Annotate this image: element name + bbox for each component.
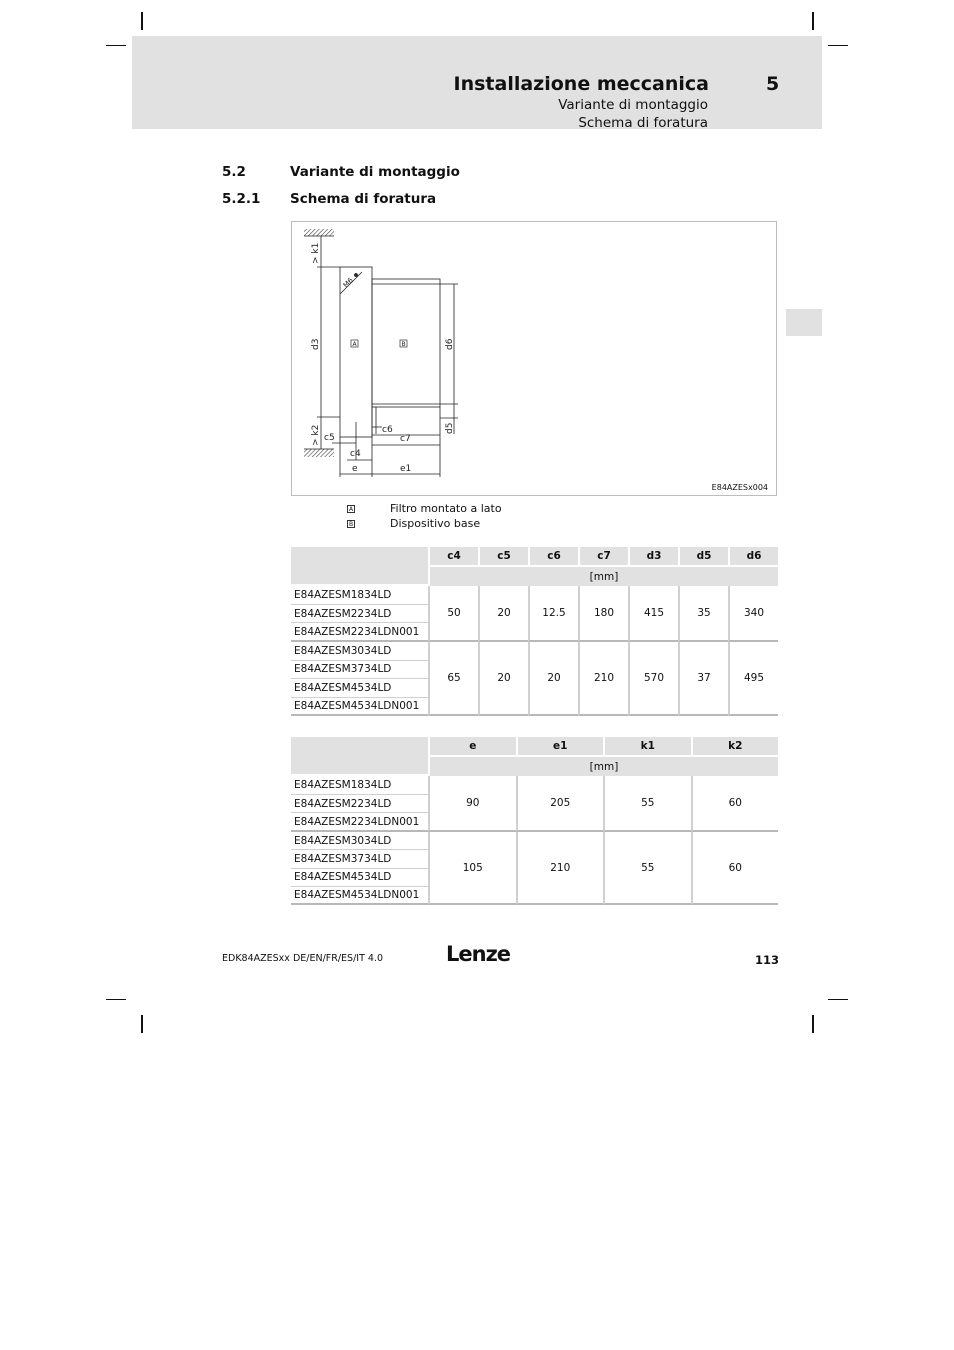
value-cell: 210 (578, 642, 628, 716)
value-cell: 180 (578, 586, 628, 642)
value-cell: 205 (516, 776, 604, 832)
crop-mark (141, 12, 143, 30)
k2-label: > k2 (311, 424, 321, 446)
column-header: d5 (678, 547, 728, 567)
c7-label: c7 (400, 434, 411, 444)
dimensions-table-e-k (291, 737, 778, 905)
unit-row: [mm] (428, 567, 778, 586)
model-cell: E84AZESM4534LD (291, 679, 428, 698)
crop-mark (812, 1015, 814, 1033)
legend-key: A (348, 506, 354, 513)
model-cell: E84AZESM4534LDN001 (291, 698, 428, 717)
drilling-diagram (291, 221, 777, 496)
column-header: e (428, 737, 516, 757)
lenze-logo: Lenze (446, 942, 511, 966)
device-rect (372, 279, 440, 407)
value-cell: 105 (428, 832, 516, 905)
floor-hatch (304, 449, 334, 457)
e1-label: e1 (400, 464, 412, 474)
dimensions-table-c-d (291, 547, 778, 716)
model-cell: E84AZESM3034LD (291, 642, 428, 661)
unit-row: [mm] (428, 757, 778, 776)
device-marker: B (401, 341, 406, 348)
filter-marker: A (352, 341, 357, 348)
column-header: k2 (691, 737, 779, 757)
value-cell: 65 (428, 642, 478, 716)
value-cell: 340 (728, 586, 778, 642)
model-cell: E84AZESM2234LD (291, 795, 428, 814)
value-cell: 55 (603, 776, 691, 832)
chapter-title: Installazione meccanica (453, 73, 709, 95)
model-cell: E84AZESM3034LD (291, 832, 428, 850)
c4-label: c4 (350, 449, 361, 459)
value-cell: 90 (428, 776, 516, 832)
crop-mark (106, 45, 126, 46)
d5-label: d5 (445, 422, 455, 434)
model-cell: E84AZESM4534LD (291, 869, 428, 887)
value-cell: 37 (678, 642, 728, 716)
section-title: Variante di montaggio (290, 164, 460, 180)
crop-mark (812, 12, 814, 30)
value-cell: 55 (603, 832, 691, 905)
model-cell: E84AZESM1834LD (291, 586, 428, 605)
model-cell: E84AZESM2234LDN001 (291, 623, 428, 642)
column-header: d3 (628, 547, 678, 567)
column-header: e1 (516, 737, 604, 757)
table-corner (291, 737, 428, 776)
m6-label: M6 (341, 276, 355, 290)
value-cell: 570 (628, 642, 678, 716)
column-header: c7 (578, 547, 628, 567)
k1-label: > k1 (311, 242, 321, 264)
column-header: c6 (528, 547, 578, 567)
column-header: d6 (728, 547, 778, 567)
value-cell: 35 (678, 586, 728, 642)
value-cell: 495 (728, 642, 778, 716)
header-subtitle: Variante di montaggio (558, 97, 708, 113)
filter-rect (340, 267, 372, 437)
c5-label: c5 (324, 433, 335, 443)
crop-mark (828, 45, 848, 46)
value-cell: 20 (528, 642, 578, 716)
column-header: k1 (603, 737, 691, 757)
model-cell: E84AZESM3734LD (291, 850, 428, 868)
d3-label: d3 (311, 338, 321, 350)
document-code: EDK84AZESxx DE/EN/FR/ES/IT 4.0 (222, 953, 383, 964)
chapter-number: 5 (766, 73, 780, 95)
c6-label: c6 (382, 425, 393, 435)
table-corner (291, 547, 428, 586)
section-number: 5.2 (222, 164, 246, 180)
section-title: Schema di foratura (290, 191, 437, 207)
legend-text: Filtro montato a lato (390, 502, 502, 515)
figure-code: E84AZESx004 (711, 483, 768, 492)
section-number: 5.2.1 (222, 191, 261, 207)
header-subtitle: Schema di foratura (578, 115, 708, 131)
value-cell: 20 (478, 586, 528, 642)
model-cell: E84AZESM1834LD (291, 776, 428, 795)
value-cell: 415 (628, 586, 678, 642)
model-cell: E84AZESM3734LD (291, 661, 428, 680)
column-header: c4 (428, 547, 478, 567)
value-cell: 20 (478, 642, 528, 716)
page-number: 113 (755, 953, 780, 967)
legend-text: Dispositivo base (390, 517, 481, 530)
ceiling-hatch (304, 229, 334, 236)
chapter-tab-marker (786, 309, 822, 336)
column-header: c5 (478, 547, 528, 567)
value-cell: 50 (428, 586, 478, 642)
drilling-diagram-svg (292, 222, 778, 497)
d6-label: d6 (445, 338, 455, 350)
model-cell: E84AZESM4534LDN001 (291, 887, 428, 905)
e-label: e (352, 464, 358, 474)
crop-mark (141, 1015, 143, 1033)
crop-mark (828, 999, 848, 1000)
model-cell: E84AZESM2234LD (291, 605, 428, 624)
value-cell: 60 (691, 776, 779, 832)
value-cell: 12.5 (528, 586, 578, 642)
legend-key: B (348, 521, 354, 528)
value-cell: 60 (691, 832, 779, 905)
value-cell: 210 (516, 832, 604, 905)
model-cell: E84AZESM2234LDN001 (291, 813, 428, 832)
crop-mark (106, 999, 126, 1000)
